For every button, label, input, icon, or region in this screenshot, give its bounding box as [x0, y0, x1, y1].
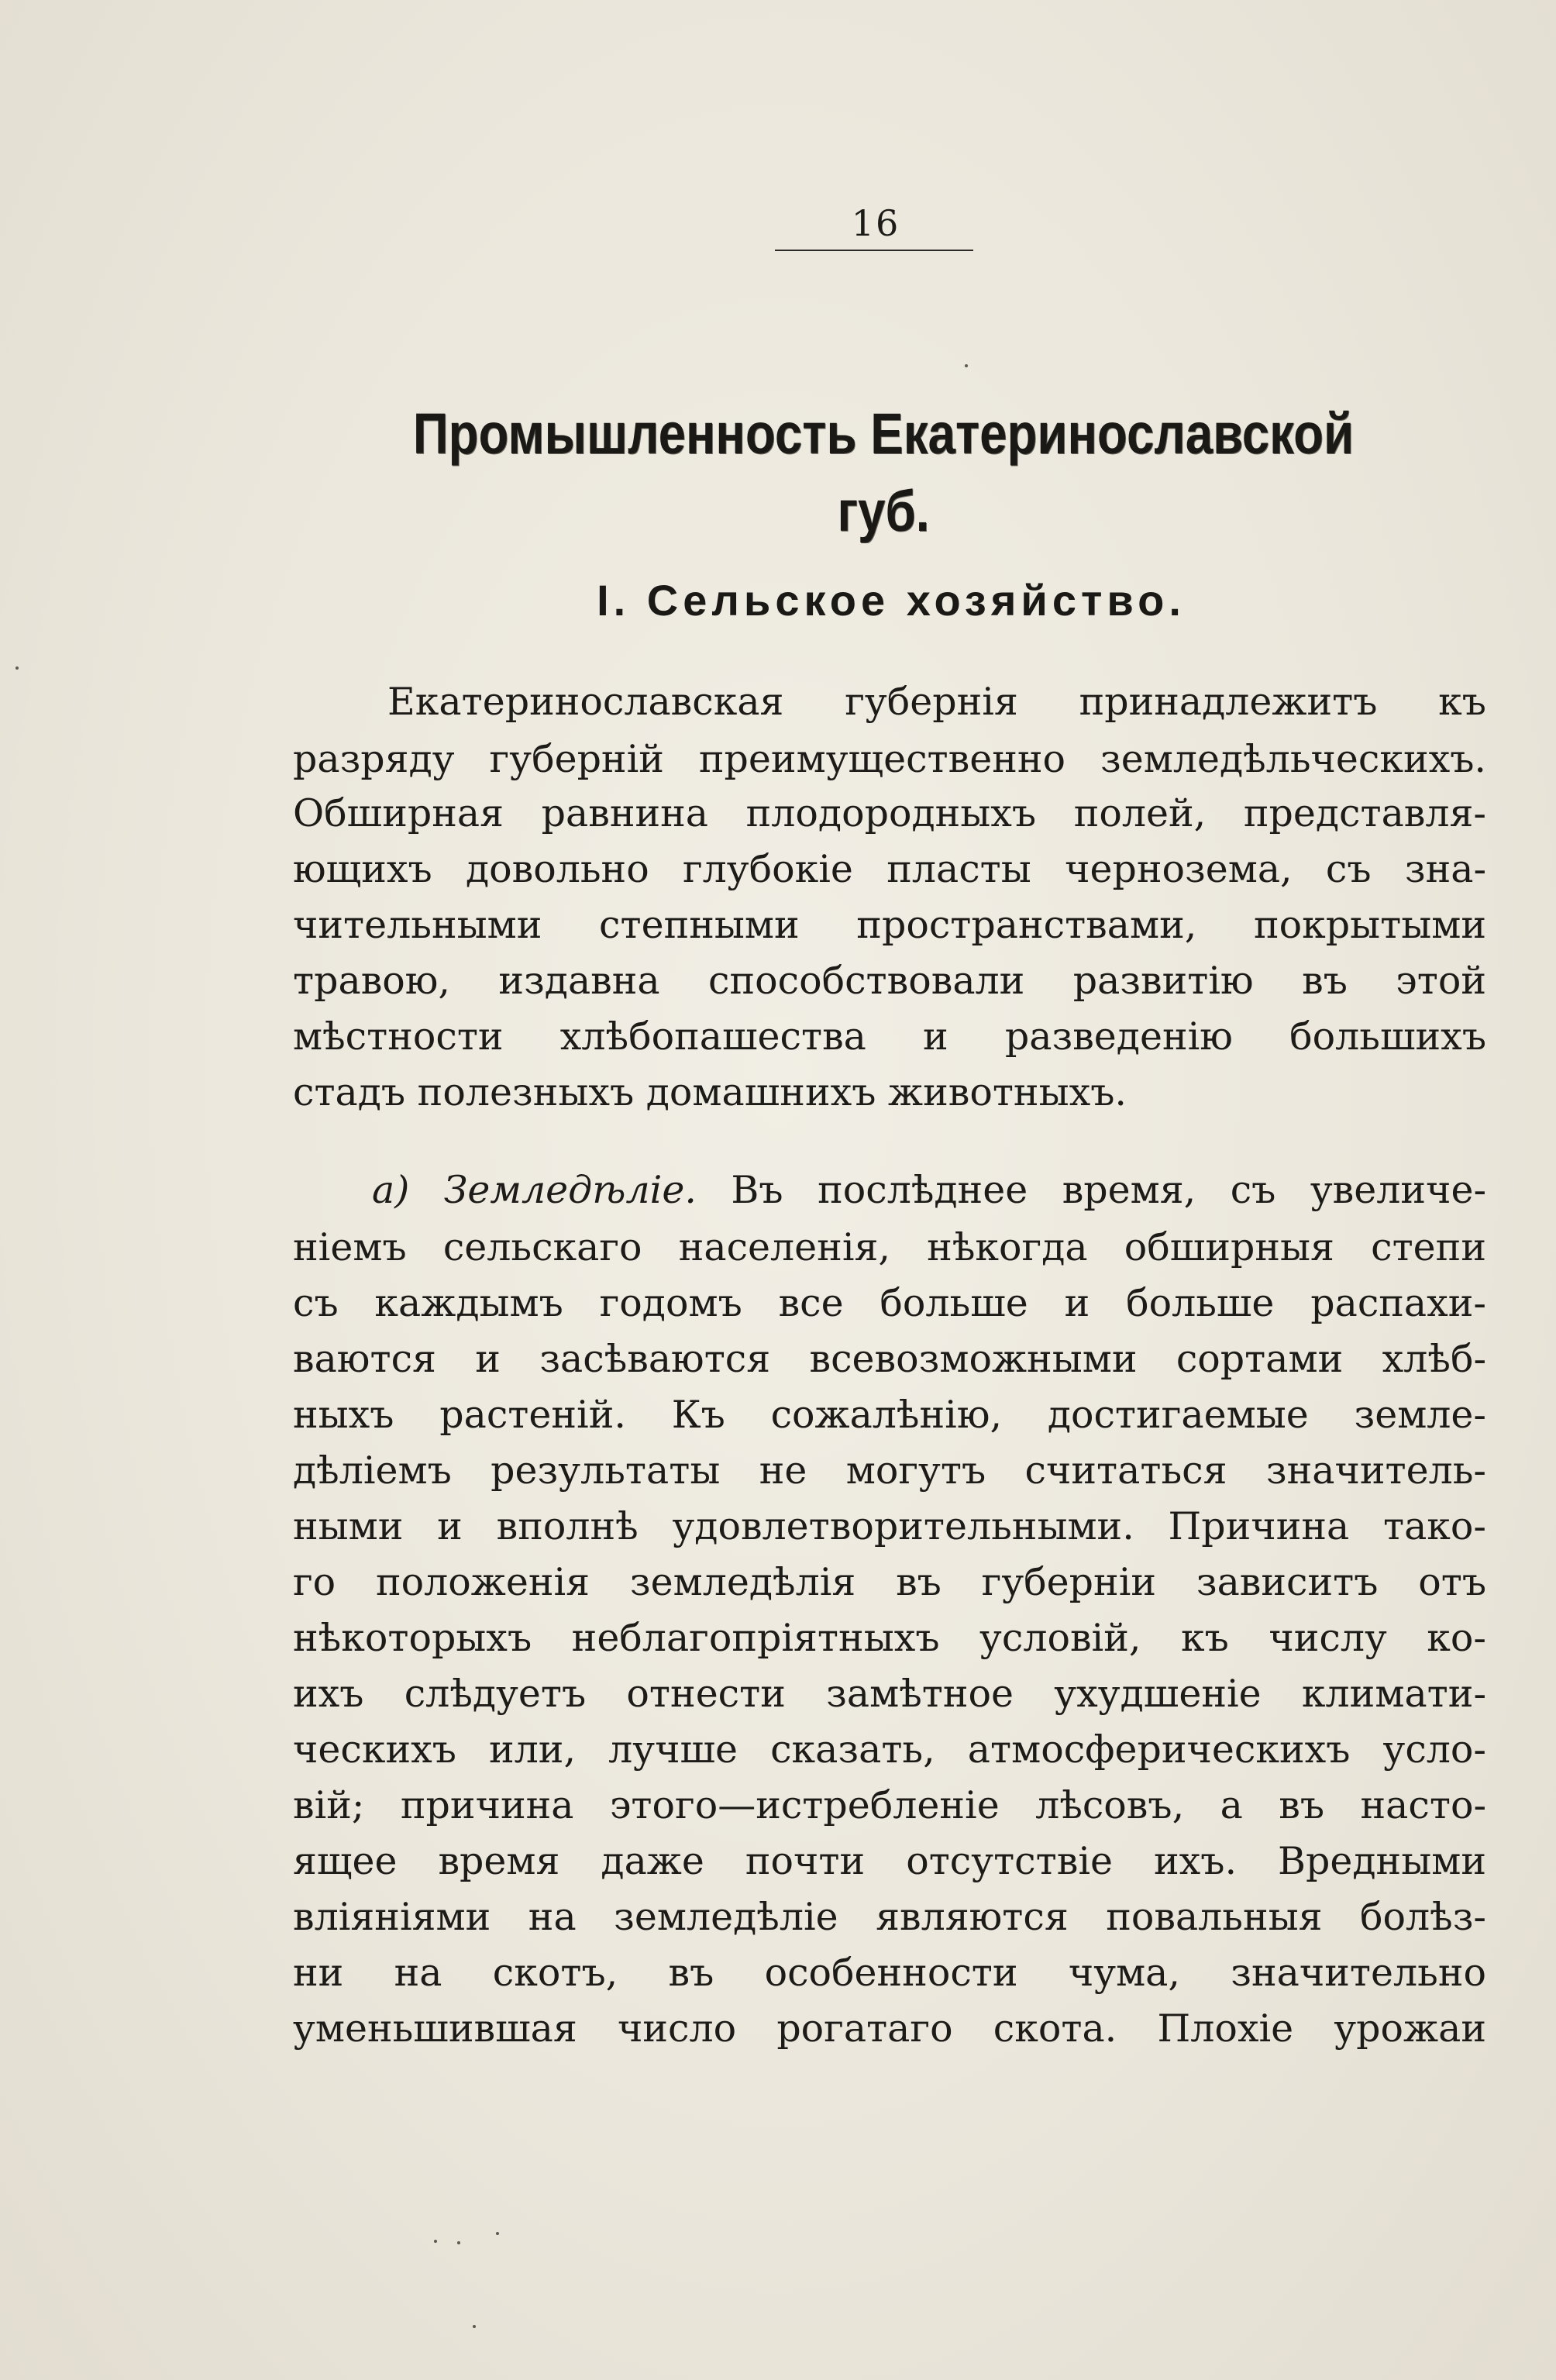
- paper-speck: [473, 2325, 476, 2328]
- paragraph-1-line: Екатеринославская губернія принадлежитъ къ: [387, 680, 1486, 724]
- paragraph-2-line: Въ послѣднее время, съ увеличе-: [731, 1168, 1486, 1212]
- paragraph-2-line: ваются и засѣваются всевозможными сортами хлѣб-: [293, 1337, 1486, 1381]
- paragraph-2-line: ческихъ или, лучше сказать, атмосферическихъ усло-: [293, 1727, 1486, 1772]
- paragraph-2-line: ихъ слѣдуетъ отнести замѣтное ухудшеніе климати-: [293, 1672, 1486, 1716]
- paragraph-2-line: ящее время даже почти отсутствіе ихъ. Вредными: [293, 1839, 1486, 1883]
- paragraph-1-line: травою, издавна способствовали развитію въ этой: [293, 959, 1486, 1003]
- chapter-title: Промышленность Екатеринославской губ.: [412, 401, 1355, 543]
- paragraph-1-line: Обширная равнина плодородныхъ полей, представля-: [293, 791, 1486, 835]
- paragraph-2-first-line: [372, 1162, 1486, 1218]
- paragraph-1-line: ющихъ довольно глубокіе пласты чернозема, съ зна-: [293, 847, 1486, 891]
- paper-speck: [457, 2241, 460, 2244]
- paragraph-2-line: съ каждымъ годомъ все больше и больше распахи-: [293, 1281, 1486, 1325]
- paper-speck: [434, 2240, 437, 2243]
- paragraph-1-line: стадъ полезныхъ домашнихъ животныхъ.: [293, 1070, 1127, 1114]
- paragraph-2-line: ни на скотъ, въ особенности чума, значительно: [293, 1951, 1486, 1995]
- paragraph-2-line: вліяніями на земледѣліе являются повальныя болѣз-: [293, 1895, 1486, 1939]
- section-heading: I. Сельское хозяйство.: [597, 576, 1186, 625]
- paragraph-2-line: ными и вполнѣ удовлетворительными. Причина тако-: [293, 1504, 1486, 1548]
- paragraph-2-line: нѣкоторыхъ неблагопріятныхъ условій, къ числу ко-: [293, 1616, 1486, 1660]
- paragraph-2-line: вій; причина этого—истребленіе лѣсовъ, а въ насто-: [293, 1783, 1486, 1827]
- paragraph-2-line: ныхъ растеній. Къ сожалѣнію, достигаемые земле-: [293, 1393, 1486, 1437]
- paper-speck: [15, 666, 19, 670]
- paragraph-2-line: ніемъ сельскаго населенія, нѣкогда обширныя степи: [293, 1225, 1486, 1269]
- paragraph-1-line: чительными степными пространствами, покрытыми: [293, 903, 1486, 947]
- page-number-rule: [775, 250, 973, 251]
- paper-speck: [496, 2232, 499, 2235]
- paragraph-2-line: уменьшившая число рогатаго скота. Плохіе урожаи: [293, 2006, 1486, 2051]
- paper-speck: [965, 364, 968, 367]
- subsection-heading: а) Земледѣліе.: [372, 1168, 697, 1212]
- paragraph-2-line: дѣліемъ результаты не могутъ считаться значитель-: [293, 1448, 1486, 1493]
- paragraph-2-line: го положенія земледѣлія въ губерніи зависитъ отъ: [293, 1560, 1486, 1604]
- paragraph-1-line: мѣстности хлѣбопашества и разведенію большихъ: [293, 1014, 1486, 1059]
- paragraph-1-line: разряду губерній преимущественно земледѣльческихъ.: [293, 737, 1486, 781]
- page-number: 16: [851, 202, 900, 244]
